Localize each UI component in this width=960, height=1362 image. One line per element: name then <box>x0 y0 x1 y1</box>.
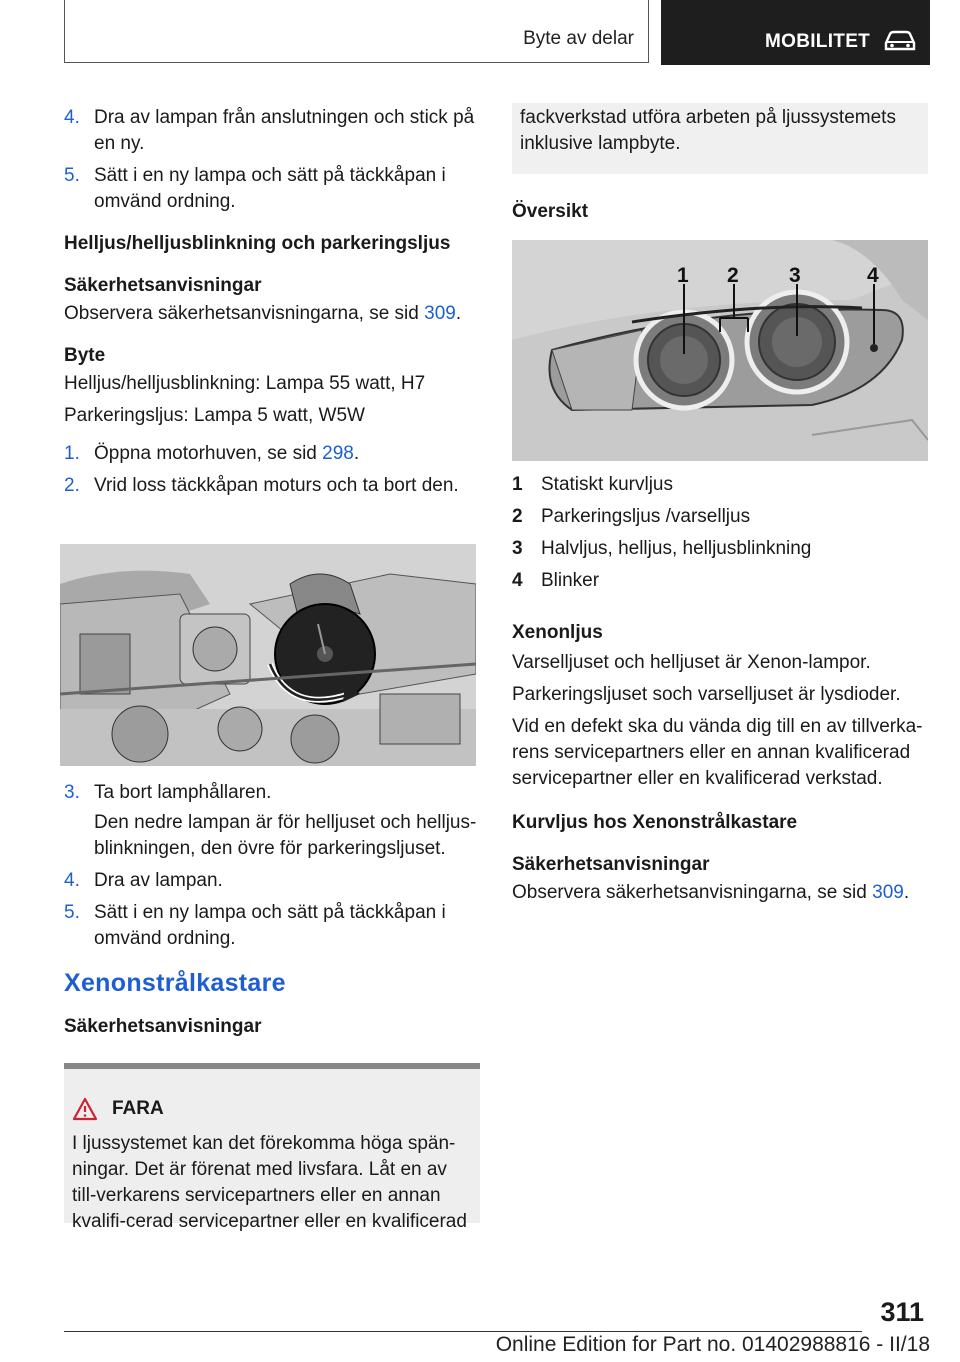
step-number: 4. <box>64 870 80 891</box>
subheading: Säkerhetsanvisningar <box>512 854 710 875</box>
legend-item <box>512 536 928 568</box>
step-number: 5. <box>64 165 80 186</box>
car-icon <box>883 30 917 52</box>
list-subtext <box>64 810 479 862</box>
paragraph: Varselljuset och helljuset är Xenon-lampor. <box>512 652 871 673</box>
footer-divider <box>64 1331 862 1332</box>
page-link[interactable]: 309 <box>424 303 456 324</box>
paragraph: Observera säkerhetsanvisningarna, se sid 309. <box>512 882 910 903</box>
step-text: Vrid loss täckkåpan moturs och ta bort den. <box>94 475 459 496</box>
edition-text: Online Edition for Part no. 01402988816 - II/18 <box>495 1333 930 1356</box>
page-number: 311 <box>880 1297 924 1327</box>
step-text: Dra av lampan från anslutningen och stick på en ny. <box>94 107 475 154</box>
continued-text-box <box>512 103 928 174</box>
legend-number: 3 <box>512 538 523 559</box>
callout-1: 1 <box>677 264 689 287</box>
paragraph: Parkeringsljuset soch varselljuset är lysdioder. <box>512 684 901 705</box>
paragraph-text: Observera säkerhetsanvisningarna, se sid <box>64 303 425 324</box>
legend-item <box>512 504 928 536</box>
step-text: Ta bort lamphållaren. <box>94 782 272 803</box>
step-text: Dra av lampan. <box>94 870 223 891</box>
step-text: Sätt i en ny lampa och sätt på täckkåpan i omvänd ordning. <box>94 165 446 212</box>
step-number: 2. <box>64 475 80 496</box>
step-text: Sätt i en ny lampa och sätt på täckkåpan i omvänd ordning. <box>94 902 446 949</box>
paragraph: Helljus/helljusblinkning: Lampa 55 watt, H7 <box>64 373 426 394</box>
chapter-title: MOBILITET <box>765 31 871 52</box>
list-item <box>64 900 479 952</box>
subheading: Säkerhetsanvisningar <box>64 275 262 296</box>
list-item <box>64 780 479 806</box>
page-link[interactable]: 309 <box>872 882 904 903</box>
continued-text: fackverkstad utföra arbeten på ljussystemets inklusive lampbyte. <box>520 107 896 154</box>
subheading: Xenonljus <box>512 622 603 643</box>
paragraph: Vid en defekt ska du vända dig till en av tillverka-rens servicepartners eller en annan kvalificerad servicepartner eller en kvalificerad verkstad. <box>512 716 923 789</box>
warning-title: FARA <box>112 1098 164 1119</box>
list-item <box>64 105 479 157</box>
callout-4: 4 <box>867 264 879 287</box>
paragraph-text: Observera säkerhetsanvisningarna, se sid <box>512 882 873 903</box>
punctuation: . <box>353 443 360 464</box>
callout-3: 3 <box>789 264 801 287</box>
page-header <box>64 0 930 65</box>
left-column <box>64 105 479 505</box>
list-item <box>64 473 479 499</box>
right-column-top <box>512 199 928 233</box>
chapter-heading: Xenonstrålkastare <box>64 969 286 997</box>
legend-label: Blinker <box>541 570 600 591</box>
paragraph: Parkeringsljus: Lampa 5 watt, W5W <box>64 405 365 426</box>
warning-text: I ljussystemet kan det förekomma höga spän-ningar. Det är förenat med livsfara. Låt en av till-verkarens servicepartners eller en annan kvalifi-cerad servicepartner eller en kvalificerad <box>72 1133 467 1232</box>
legend-number: 1 <box>512 474 523 495</box>
page-link[interactable]: 298 <box>322 443 354 464</box>
legend-label: Parkeringsljus /varselljus <box>541 506 751 527</box>
step-number: 4. <box>64 107 80 128</box>
step-subtext: Den nedre lampan är för helljuset och helljus-blinkningen, den övre för parkeringsljuset. <box>94 812 477 859</box>
list-item <box>64 163 479 215</box>
danger-warning-box <box>64 1063 480 1232</box>
warning-triangle-icon <box>72 1097 98 1121</box>
callout-2: 2 <box>727 264 739 287</box>
paragraph: Observera säkerhetsanvisningarna, se sid 309. <box>64 303 462 324</box>
section-tab <box>64 0 649 63</box>
step-text: Öppna motorhuven, se sid <box>94 443 323 464</box>
list-item <box>64 441 479 467</box>
legend-item <box>512 568 928 600</box>
subheading: Översikt <box>512 201 589 222</box>
section-heading: Helljus/helljusblinkning och parkeringsljus <box>64 233 451 254</box>
section-heading: Kurvljus hos Xenonstrålkastare <box>512 812 798 833</box>
legend-number: 2 <box>512 506 523 527</box>
legend-number: 4 <box>512 570 523 591</box>
right-column <box>512 472 928 912</box>
step-number: 1. <box>64 443 80 464</box>
step-number: 5. <box>64 902 80 923</box>
legend-label: Statiskt kurvljus <box>541 474 673 495</box>
list-item <box>64 868 479 894</box>
chapter-tab <box>661 0 930 65</box>
headlight-illustration <box>512 240 928 461</box>
section-title: Byte av delar <box>523 28 634 49</box>
subheading: Byte <box>64 345 106 366</box>
step-number: 3. <box>64 782 80 803</box>
engine-bay-illustration <box>60 544 476 766</box>
legend-label: Halvljus, helljus, helljusblinkning <box>541 538 812 559</box>
left-column-lower <box>64 780 479 1048</box>
legend-item <box>512 472 928 504</box>
subheading: Säkerhetsanvisningar <box>64 1016 262 1037</box>
